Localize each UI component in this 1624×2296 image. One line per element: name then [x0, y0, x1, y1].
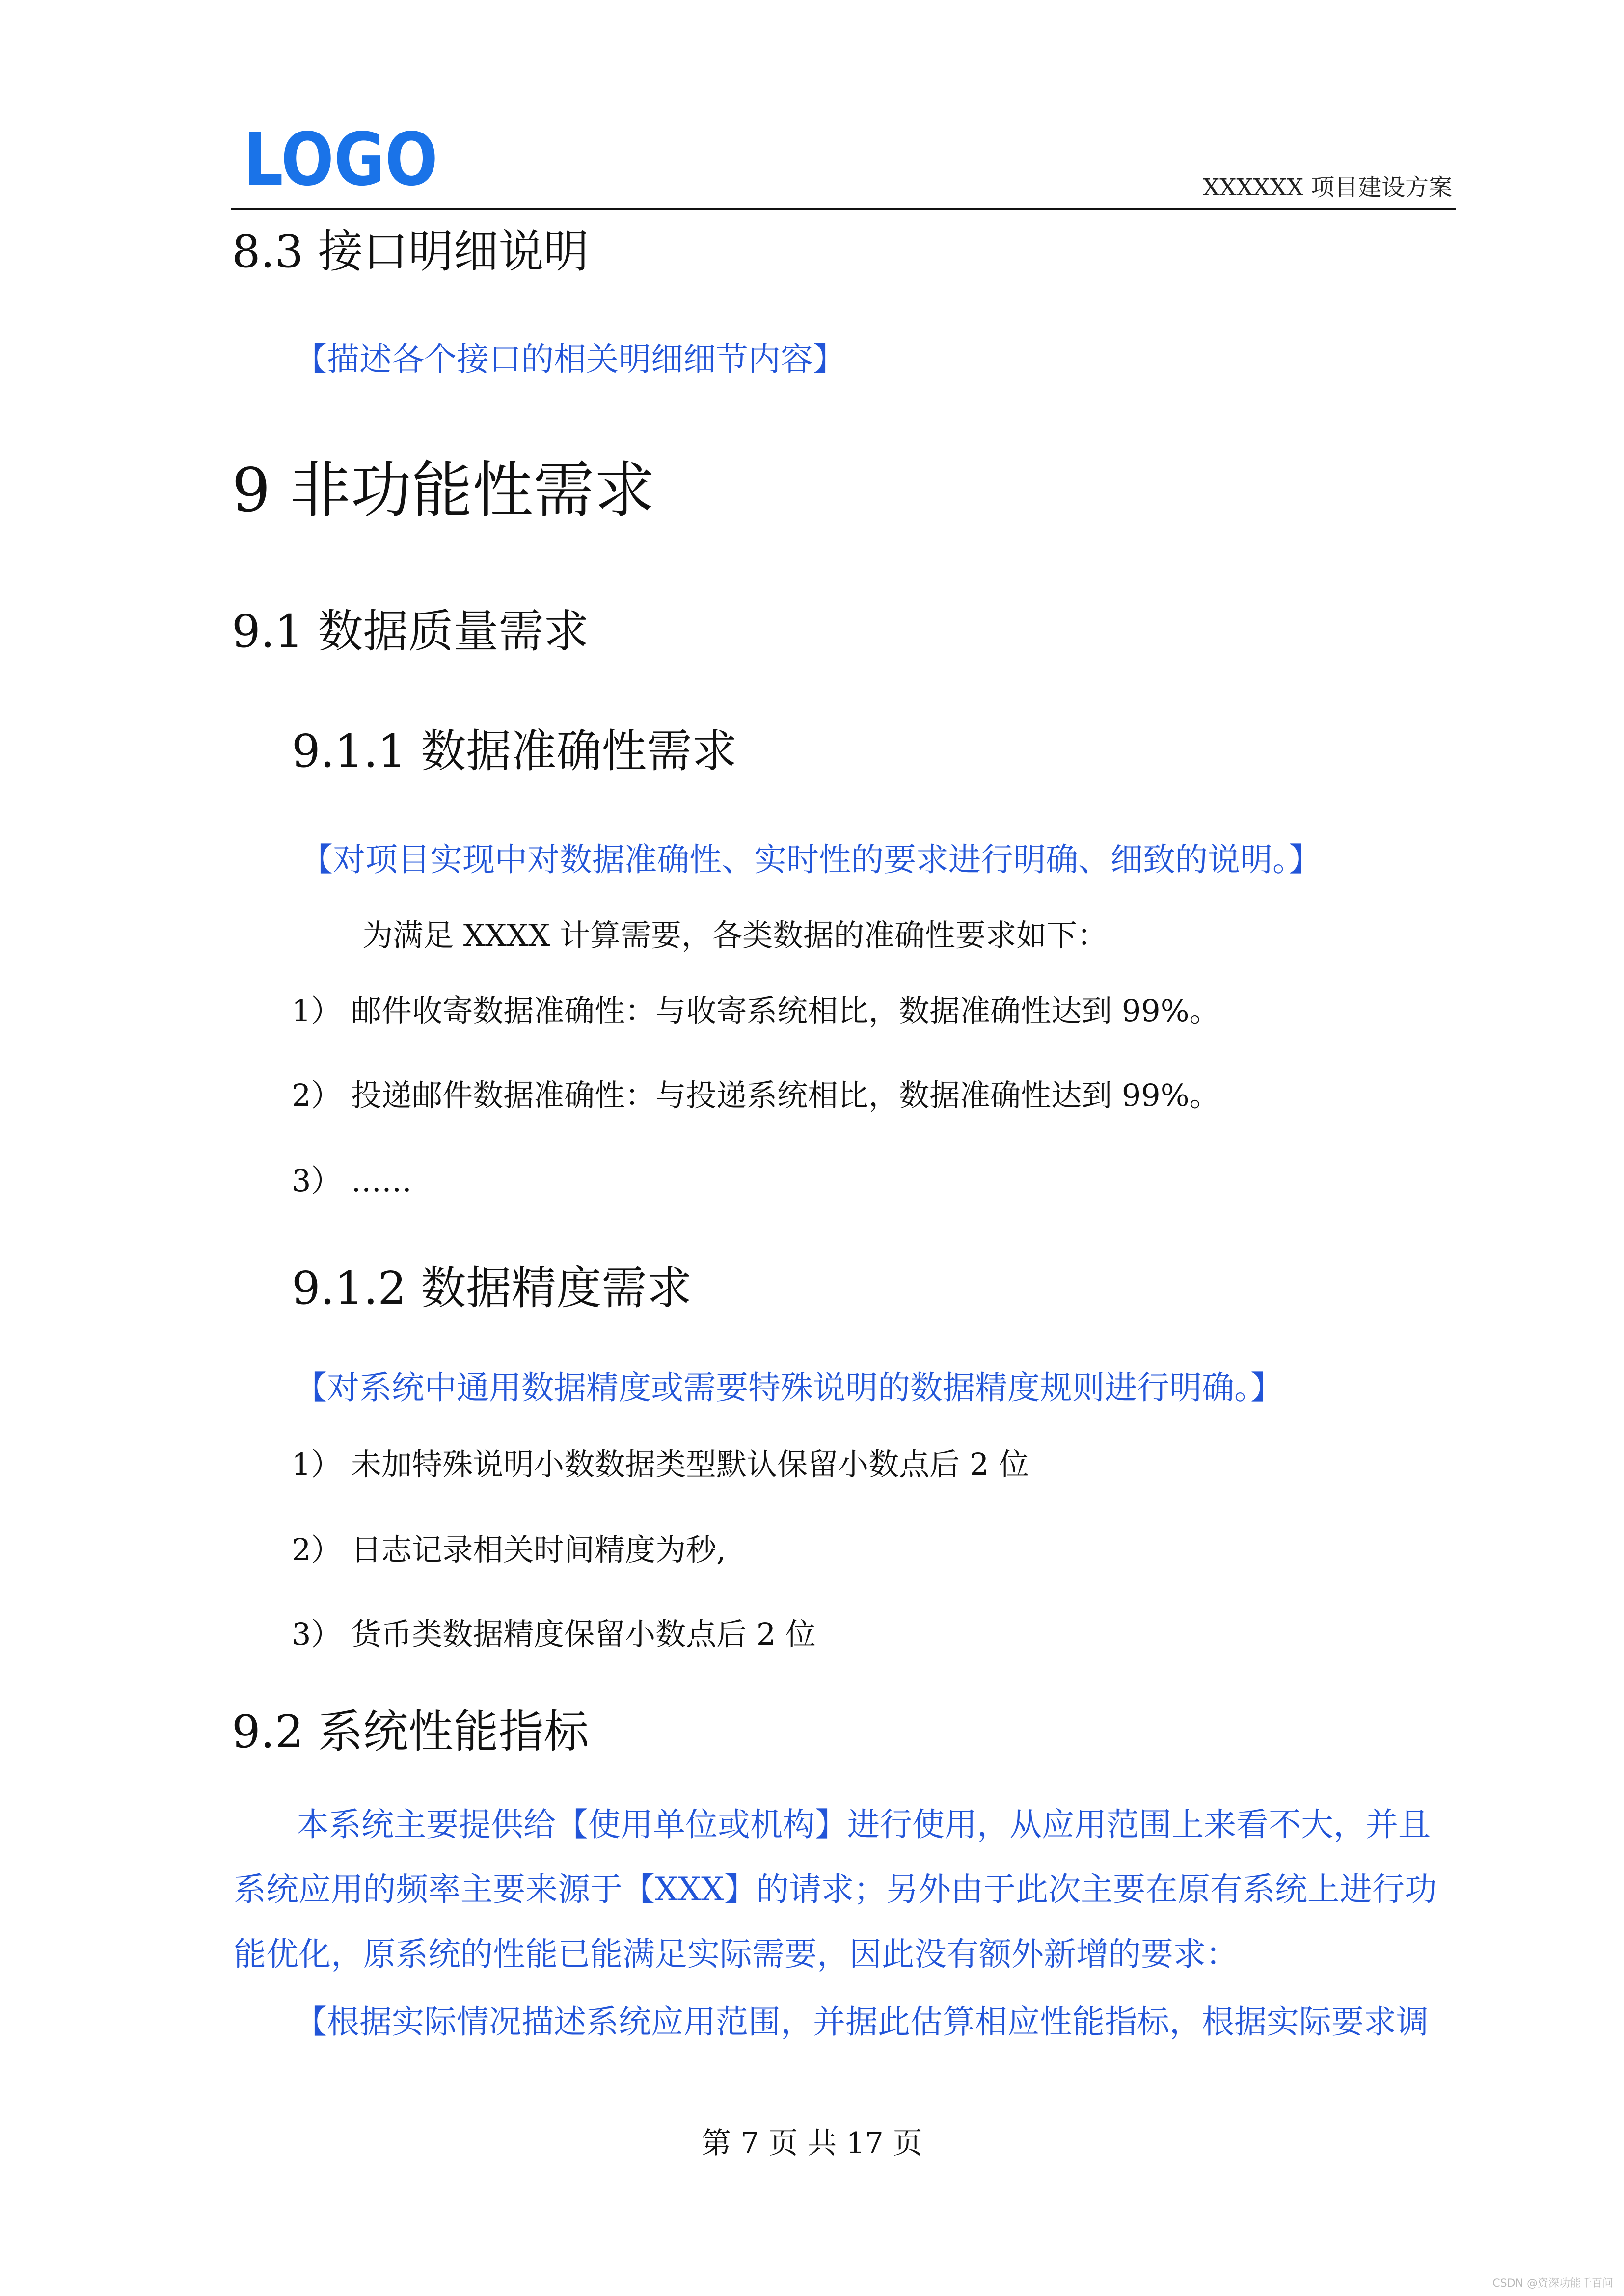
list-item: 2） 日志记录相关时间精度为秒,	[292, 1532, 726, 1568]
document-header-title: XXXXXX 项目建设方案	[1203, 174, 1453, 201]
performance-paragraph-line: 能优化，原系统的性能已能满足实际需要，因此没有额外新增的要求：	[234, 1935, 1238, 1973]
note-8-3: 【描述各个接口的相关明细细节内容】	[295, 340, 845, 378]
performance-paragraph-line: 本系统主要提供给【使用单位或机构】进行使用，从应用范围上来看不大，并且	[297, 1806, 1431, 1843]
logo-text: LOGO	[244, 117, 438, 202]
note-9-1-2: 【对系统中通用数据精度或需要特殊说明的数据精度规则进行明确。】	[295, 1369, 1283, 1407]
list-item: 3） ……	[292, 1163, 412, 1199]
note-9-1-1: 【对项目实现中对数据准确性、实时性的要求进行明确、细致的说明。】	[300, 841, 1321, 879]
heading-9-1: 9.1 数据质量需求	[232, 605, 589, 658]
logo	[244, 117, 440, 202]
heading-9: 9 非功能性需求	[232, 455, 655, 526]
accuracy-intro: 为满足 XXXX 计算需要，各类数据的准确性要求如下：	[362, 917, 1108, 953]
performance-paragraph-line: 系统应用的频率主要来源于【XXX】的请求；另外由于此次主要在原有系统上进行功	[234, 1870, 1437, 1908]
list-item: 2） 投递邮件数据准确性：与投递系统相比，数据准确性达到 99%。	[292, 1077, 1220, 1113]
note-9-2: 【根据实际情况描述系统应用范围，并据此估算相应性能指标，根据实际要求调	[295, 2003, 1429, 2041]
header-divider	[231, 208, 1456, 210]
page-number: 第 7 页 共 17 页	[702, 2126, 922, 2161]
heading-9-1-2: 9.1.2 数据精度需求	[292, 1262, 692, 1314]
list-item: 1） 邮件收寄数据准确性：与收寄系统相比，数据准确性达到 99%。	[292, 993, 1220, 1029]
heading-9-1-1: 9.1.1 数据准确性需求	[292, 725, 737, 777]
watermark: CSDN @资深功能千百问	[1492, 2277, 1613, 2290]
list-item: 3） 货币类数据精度保留小数点后 2 位	[292, 1616, 816, 1652]
heading-9-2: 9.2 系统性能指标	[232, 1706, 589, 1758]
heading-8-3: 8.3 接口明细说明	[232, 225, 589, 278]
list-item: 1） 未加特殊说明小数数据类型默认保留小数点后 2 位	[292, 1446, 1029, 1482]
